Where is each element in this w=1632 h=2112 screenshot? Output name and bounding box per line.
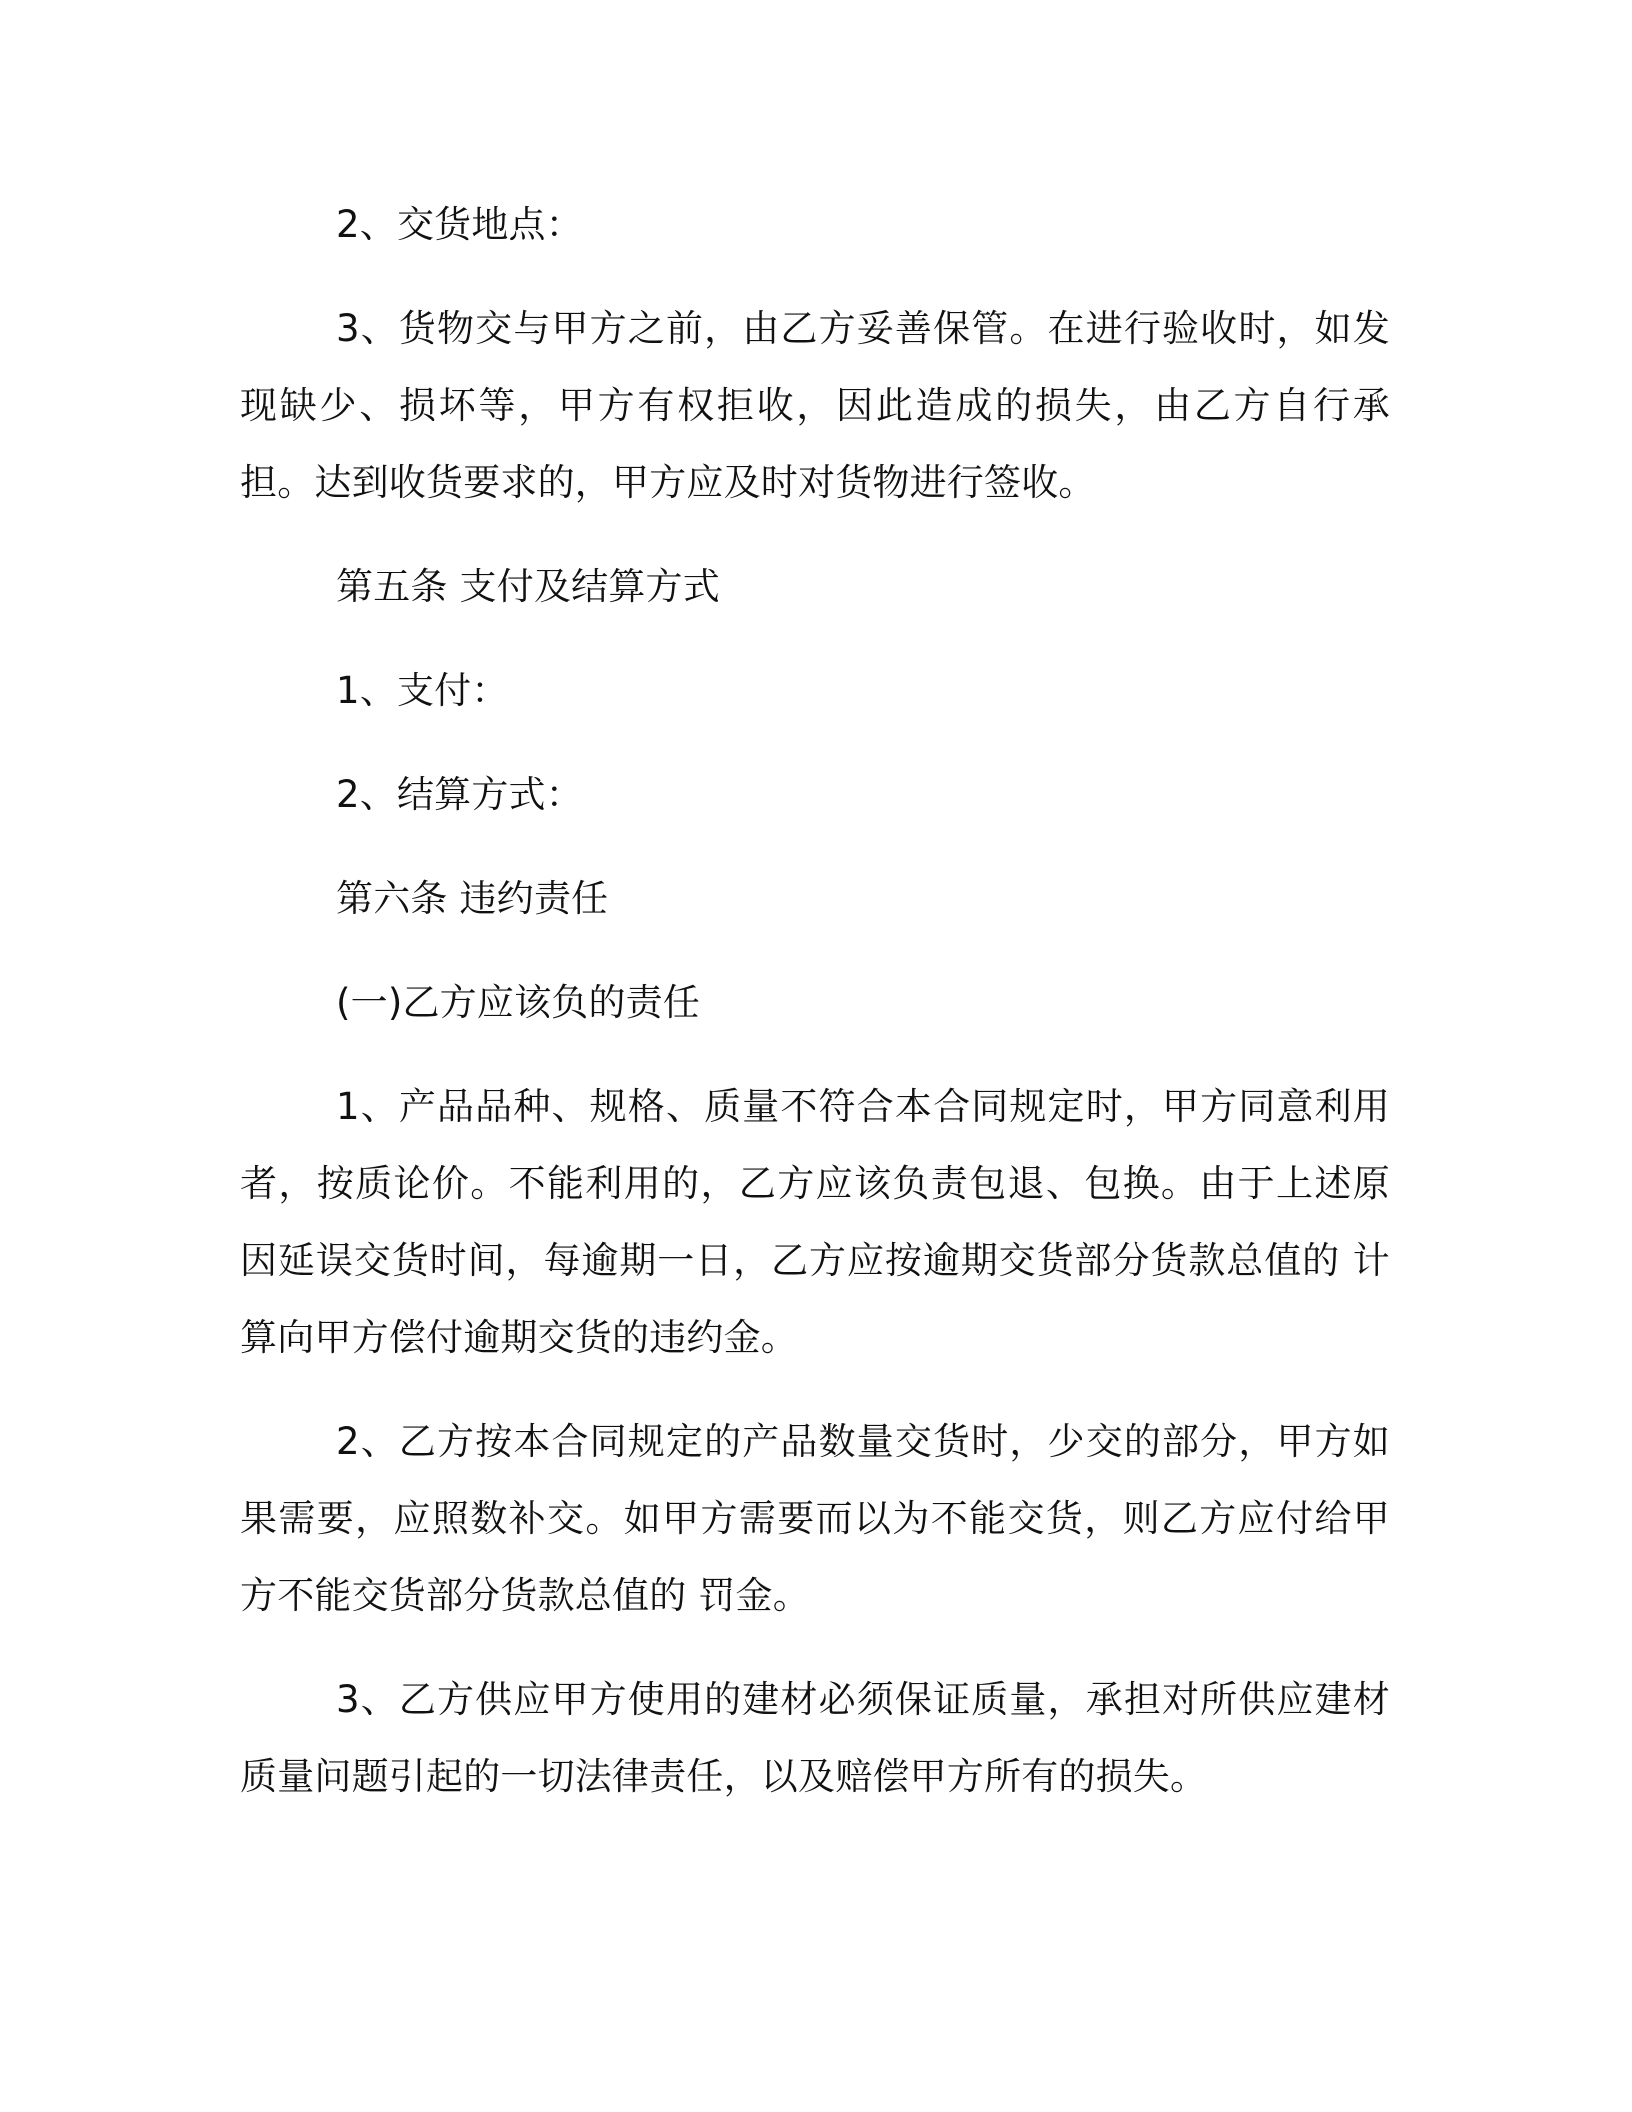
- paragraph-material-quality: 3、乙方供应甲方使用的建材必须保证质量，承担对所供应建材质量问题引起的一切法律责任，以及赔偿甲方所有的损失。: [240, 1678, 1390, 1798]
- heading-article-6: 第六条 违约责任: [336, 877, 609, 920]
- subheading-party-b-liability: (一)乙方应该负的责任: [336, 981, 701, 1024]
- paragraph-quantity-shortfall: 2、乙方按本合同规定的产品数量交货时，少交的部分，甲方如果需要，应照数补交。如甲方需要而以为不能交货，则乙方应付给甲方不能交货部分货款总值的 罚金。: [240, 1420, 1390, 1617]
- heading-article-5: 第五条 支付及结算方式: [336, 565, 720, 608]
- paragraph-quality-nonconformity: 1、产品品种、规格、质量不符合本合同规定时，甲方同意利用者，按质论价。不能利用的，乙方应该负责包退、包换。由于上述原因延误交货时间，每逾期一日，乙方应按逾期交货部分货款总值的 计算向甲方偿付逾期交货的违约金。: [240, 1085, 1390, 1359]
- paragraph-delivery-location: 2、交货地点：: [336, 203, 583, 246]
- paragraph-payment: 1、支付：: [336, 669, 509, 712]
- paragraph-settlement-method: 2、结算方式：: [336, 773, 583, 816]
- paragraph-goods-custody: 3、货物交与甲方之前，由乙方妥善保管。在进行验收时，如发现缺少、损坏等，甲方有权拒收，因此造成的损失，由乙方自行承担。达到收货要求的，甲方应及时对货物进行签收。: [240, 307, 1390, 504]
- document-body: [240, 186, 1390, 1842]
